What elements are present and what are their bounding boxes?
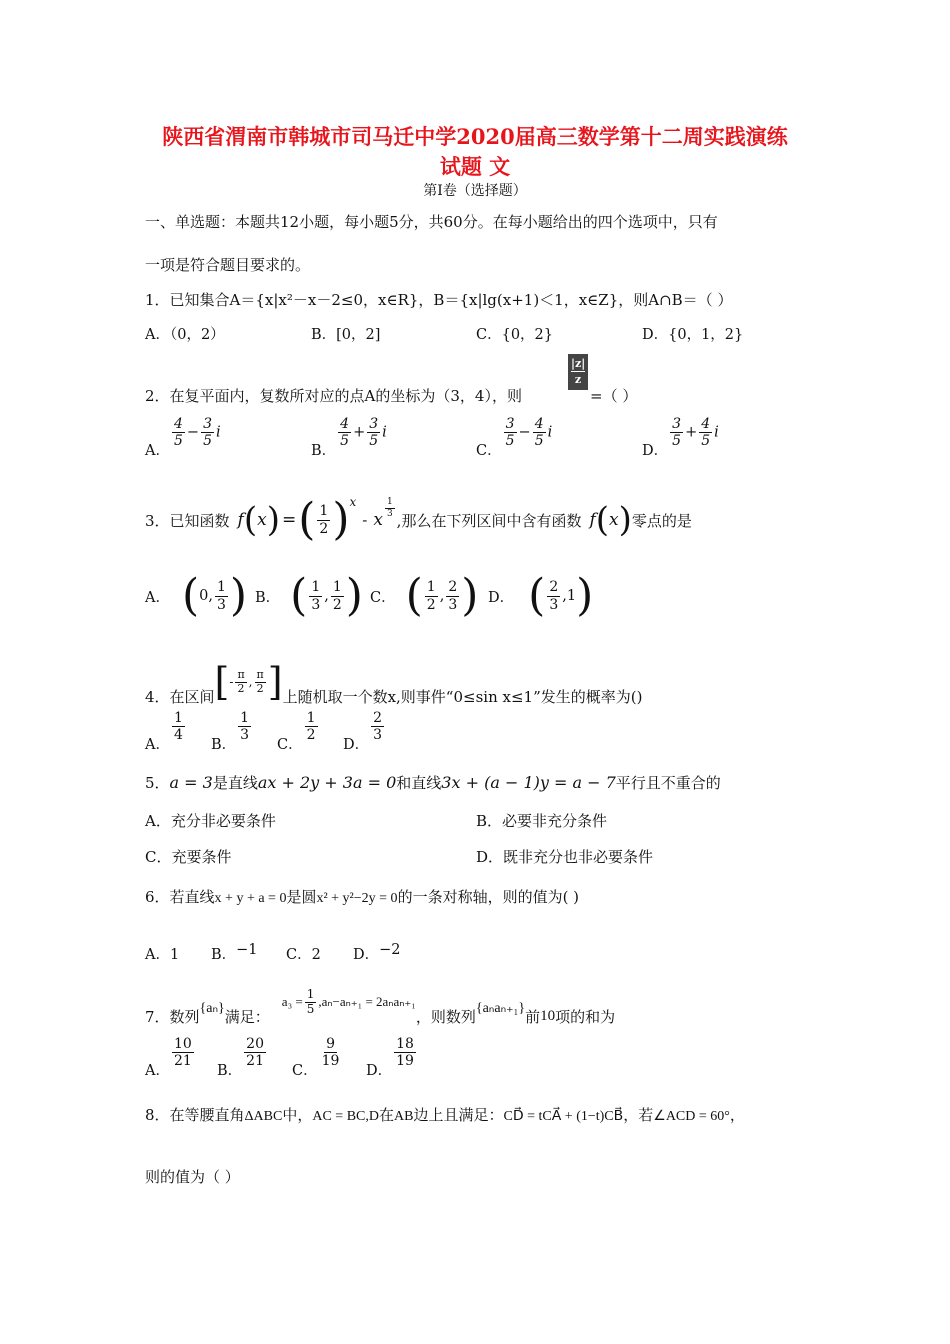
q6-option-c[interactable]: C．2 xyxy=(286,947,321,963)
q6-option-b[interactable] xyxy=(211,943,258,964)
q2-a-n2: 3 xyxy=(203,416,212,432)
q2-c-label: C． xyxy=(476,442,502,459)
q7-seq2: {aₙaₙ₊₁} xyxy=(475,1000,526,1016)
q3-c-label: C． xyxy=(370,589,396,606)
q3-c-d1: 2 xyxy=(426,596,436,613)
q7-c-n: 9 xyxy=(326,1036,335,1052)
q2-zbox-bottom: z xyxy=(571,371,585,387)
q8-prefix: 8．在等腰直角 xyxy=(145,1106,245,1124)
q3-c-n1: 1 xyxy=(426,579,436,596)
q4-option-a[interactable] xyxy=(145,710,187,753)
q2-option-d[interactable] xyxy=(642,416,719,459)
q8-ab: AB xyxy=(394,1109,414,1124)
document-title-line2: 试题 文 xyxy=(439,154,511,179)
q1-option-b[interactable]: B．[0，2] xyxy=(311,327,381,343)
q4-a-n: 1 xyxy=(173,710,183,726)
q2-option-a[interactable] xyxy=(145,416,221,459)
q5-option-b[interactable]: B．必要非充分条件 xyxy=(476,812,608,830)
q3-d-label: D． xyxy=(488,589,515,606)
q8-t1: 中， xyxy=(282,1106,313,1124)
q7-option-d[interactable] xyxy=(366,1036,418,1079)
q4-c-label: C． xyxy=(277,736,303,753)
q5-line1: ax + 2y + 3a = 0 xyxy=(257,773,397,792)
q7-mid3: 前 xyxy=(525,1007,541,1026)
q3-a-n: 1 xyxy=(217,579,226,596)
q3-d-n: 2 xyxy=(549,579,559,596)
q2-zbox-top: |z| xyxy=(571,357,586,370)
q3-option-c[interactable]: C． ( $\frac{1}{2}$ , $\frac{2}{3}$ ) xyxy=(370,570,479,621)
q8-vec: CD⃗ = tCA⃗ + (1−t)CB⃗ xyxy=(503,1109,624,1124)
q8-tri: ΔABC xyxy=(244,1109,283,1124)
q3-b-label: B． xyxy=(255,589,281,606)
document-title-line1: 陕西省渭南市韩城市司马迁中学2020届高三数学第十二周实践演练 xyxy=(162,124,788,149)
q2-a-d2: 5 xyxy=(203,433,212,450)
q4-d-n: 2 xyxy=(373,710,383,726)
q2-text: 2．在复平面内，复数所对应的点A的坐标为（3，4），则 xyxy=(145,387,522,405)
q5-t2: 和直线 xyxy=(396,774,442,792)
instructions-line1: 一、单选题：本题共12小题，每小题5分，共60分。在每小题给出的四个选项中，只有 xyxy=(145,213,718,231)
question-4-text: 4．在区间 [ - $\frac{\pi}{2}$ , $\frac{\pi}{2}$ ] 上随机取一个数x,则事件“0≤sin x≤1”发生的概率为() xyxy=(145,660,643,706)
q7-a-n: 10 xyxy=(173,1036,192,1052)
q3-a-d: 3 xyxy=(217,596,226,613)
q8-eq: AC = BC,D xyxy=(312,1109,379,1124)
q6-prefix: 6．若直线 xyxy=(145,888,215,906)
q2-c-n2: 4 xyxy=(534,416,544,432)
q7-c-d: 19 xyxy=(321,1053,340,1070)
q3-exp-d: 3 xyxy=(386,508,393,519)
q2-d-label: D． xyxy=(642,442,669,459)
q5-t3: 平行且不重合的 xyxy=(615,774,721,792)
q8-angle: ∠ACD = 60° xyxy=(653,1109,730,1124)
q4-b-d: 3 xyxy=(240,727,250,744)
q4-c-d: 2 xyxy=(306,727,316,744)
q4-b-label: B． xyxy=(211,736,237,753)
q7-ten: 10 xyxy=(540,1007,556,1024)
q8-t3: 边上且满足： xyxy=(413,1106,504,1124)
q7-a-label: A． xyxy=(145,1062,170,1079)
q3-d-d: 3 xyxy=(549,596,559,613)
question-8-text xyxy=(145,1104,745,1125)
q7-d-d: 19 xyxy=(396,1053,414,1070)
q2-c-op: − xyxy=(518,424,531,441)
q7-frac-n: 1 xyxy=(306,986,315,1001)
q3-b-n1: 1 xyxy=(311,579,321,596)
q7-option-b[interactable] xyxy=(217,1036,268,1079)
q4-a-label: A． xyxy=(145,736,170,753)
q1-option-a[interactable]: A．（0，2） xyxy=(145,327,225,343)
q3-f2: f xyxy=(589,510,596,530)
question-6-text xyxy=(145,886,579,907)
q7-prefix: 7．数列 xyxy=(145,1007,200,1026)
q2-c-d1: 5 xyxy=(505,433,515,450)
question-3-text: 3．已知函数 f ( x ) = ( $\frac{1}{2}$ ) x - x $\frac{1}{3}$ ,那么在下列区间中含有函数 f ( x ) 零点的是 xyxy=(145,494,692,545)
q2-tail: =（ ） xyxy=(590,387,638,405)
q7-a3: a₃ = xyxy=(281,994,303,1009)
q2-a-op: − xyxy=(186,424,200,441)
q3-suffix: 零点的是 xyxy=(631,511,692,530)
q8-t4: ，若 xyxy=(623,1106,654,1124)
q4-option-b[interactable] xyxy=(211,710,253,753)
q2-d-d2: 5 xyxy=(701,433,711,450)
q2-d-op: + xyxy=(685,424,698,441)
q2-c-d2: 5 xyxy=(534,433,544,450)
q7-option-a[interactable] xyxy=(145,1036,196,1079)
q4-b-n: 1 xyxy=(240,710,250,726)
q3-c-n2: 2 xyxy=(448,579,458,596)
q2-a-label: A． xyxy=(145,442,170,459)
q5-t1: 是直线 xyxy=(212,774,258,792)
q7-c-label: C． xyxy=(292,1062,318,1079)
q3-x: x xyxy=(257,510,267,530)
q4-pi1: π xyxy=(237,667,245,681)
q4-pi2: π xyxy=(256,667,264,681)
q6-d-label: D． xyxy=(353,947,380,963)
q5-option-c[interactable]: C．充要条件 xyxy=(145,848,232,866)
q4-minus: - xyxy=(229,675,234,689)
q3-prefix: 3．已知函数 xyxy=(145,511,230,530)
q6-line: x + y + a = 0 xyxy=(214,891,287,906)
q7-suffix: 项的和为 xyxy=(555,1007,616,1026)
q4-d-d: 3 xyxy=(373,727,383,744)
q2-a-n1: 4 xyxy=(173,416,183,432)
q4-option-d[interactable] xyxy=(343,710,386,753)
q6-suffix: 的一条对称轴，则的值为( ) xyxy=(397,888,580,906)
q2-b-i: i xyxy=(382,424,387,441)
q2-option-b[interactable] xyxy=(311,416,387,459)
q5-option-a[interactable]: A．充分非必要条件 xyxy=(145,812,276,830)
q7-mid1: 满足： xyxy=(224,1007,270,1026)
q6-option-a[interactable]: A．1 xyxy=(145,947,180,963)
q3-f: f xyxy=(237,510,244,530)
q6-d-value: −2 xyxy=(379,942,401,958)
q4-option-c[interactable] xyxy=(277,710,320,753)
q7-frac-d: 5 xyxy=(306,1001,315,1016)
question-7-text xyxy=(145,976,615,1036)
q2-modulus-ratio-image xyxy=(568,354,588,390)
q2-b-d1: 5 xyxy=(340,433,350,450)
q6-b-label: B． xyxy=(211,947,237,963)
q2-c-i: i xyxy=(547,424,553,441)
q8-t2: 在 xyxy=(379,1106,395,1124)
q6-circle: x² + y²−2y = 0 xyxy=(316,891,398,906)
q7-d-label: D． xyxy=(366,1062,393,1079)
q1-option-d[interactable]: D．{0，1，2} xyxy=(642,327,744,343)
q3-one: 1 xyxy=(319,503,329,520)
question-1-text: 1．已知集合A＝{x|x²－x－2≤0，x∈R}，B＝{x|lg(x+1)＜1，x∈Z}，则A∩B＝（ ） xyxy=(145,291,733,309)
q3-exp-x: x xyxy=(349,495,357,509)
q6-b-value: −1 xyxy=(236,942,258,958)
q7-b-label: B． xyxy=(217,1062,243,1079)
q3-x3: x xyxy=(609,510,619,530)
q7-b-n: 20 xyxy=(246,1036,264,1052)
q3-minus: - xyxy=(362,511,368,529)
q2-d-d1: 5 xyxy=(672,433,682,450)
q3-option-a[interactable]: A． ( 0 , $\frac{1}{3}$ ) xyxy=(145,570,248,621)
q2-d-n1: 3 xyxy=(672,416,682,432)
q4-suffix: 上随机取一个数x,则事件“0≤sin x≤1”发生的概率为() xyxy=(282,687,643,706)
q2-b-op: + xyxy=(353,424,366,441)
q5-option-d[interactable]: D．既非充分也非必要条件 xyxy=(476,848,654,866)
q4-d-label: D． xyxy=(343,736,370,753)
q3-two: 2 xyxy=(319,520,329,537)
q3-b-n2: 1 xyxy=(332,579,342,596)
q7-d-n: 18 xyxy=(396,1036,414,1052)
question-5-text xyxy=(145,772,721,793)
q3-b-d1: 3 xyxy=(311,596,321,613)
q2-b-label: B． xyxy=(311,442,337,459)
q3-eq: = xyxy=(281,510,297,530)
question-8-line2: 则的值为（ ） xyxy=(145,1168,240,1186)
q5-num: 5． xyxy=(145,774,170,792)
q6-mid: 是圆 xyxy=(286,888,317,906)
q2-a-i: i xyxy=(215,424,221,441)
q3-a-label: A． xyxy=(145,589,170,606)
q4-a-d: 4 xyxy=(173,727,183,744)
q3-b-d2: 2 xyxy=(332,596,342,613)
q4-c-n: 1 xyxy=(306,710,316,726)
q3-a-v1: 0 xyxy=(199,588,209,604)
q5-cond: a = 3 xyxy=(169,773,213,792)
q1-option-c[interactable]: C．{0，2} xyxy=(476,327,553,343)
q7-option-c[interactable] xyxy=(292,1036,343,1079)
q5-line2: 3x + (a − 1)y = a − 7 xyxy=(441,773,616,792)
q2-b-n2: 3 xyxy=(369,416,379,432)
q7-rel: ,aₙ−aₙ₊₁ = 2aₙaₙ₊₁ xyxy=(318,994,416,1009)
q8-t5: ， xyxy=(729,1106,745,1124)
q7-b-d: 21 xyxy=(246,1053,264,1070)
q4-two1: 2 xyxy=(237,681,245,695)
q2-b-d2: 5 xyxy=(369,433,379,450)
q3-option-d[interactable]: D． ( $\frac{2}{3}$ , 1 ) xyxy=(488,570,594,621)
q3-exp-n: 1 xyxy=(386,497,393,508)
instructions-line2: 一项是符合题目要求的。 xyxy=(145,256,311,274)
q4-two2: 2 xyxy=(256,681,264,695)
q3-d-v2: 1 xyxy=(566,588,577,604)
section-heading: 第Ⅰ卷（选择题） xyxy=(423,183,527,199)
q2-c-n1: 3 xyxy=(505,416,515,432)
q3-x2: x xyxy=(373,510,383,530)
q4-prefix: 4．在区间 xyxy=(145,687,215,706)
q6-option-d[interactable] xyxy=(353,943,401,964)
q7-mid2: ，则数列 xyxy=(415,1007,476,1026)
q7-seq: {aₙ} xyxy=(199,1000,225,1016)
q3-c-d2: 3 xyxy=(448,596,458,613)
q3-mid: ,那么在下列区间中含有函数 xyxy=(396,511,582,530)
q3-option-b[interactable]: B． ( $\frac{1}{3}$ , $\frac{1}{2}$ ) xyxy=(255,570,363,621)
q7-a-d: 21 xyxy=(173,1053,192,1070)
q2-b-n1: 4 xyxy=(340,416,350,432)
q2-option-c[interactable] xyxy=(476,416,553,459)
question-2-text xyxy=(145,385,522,406)
q2-a-d1: 5 xyxy=(173,433,183,450)
q2-d-i: i xyxy=(714,424,719,441)
q2-d-n2: 4 xyxy=(701,416,711,432)
